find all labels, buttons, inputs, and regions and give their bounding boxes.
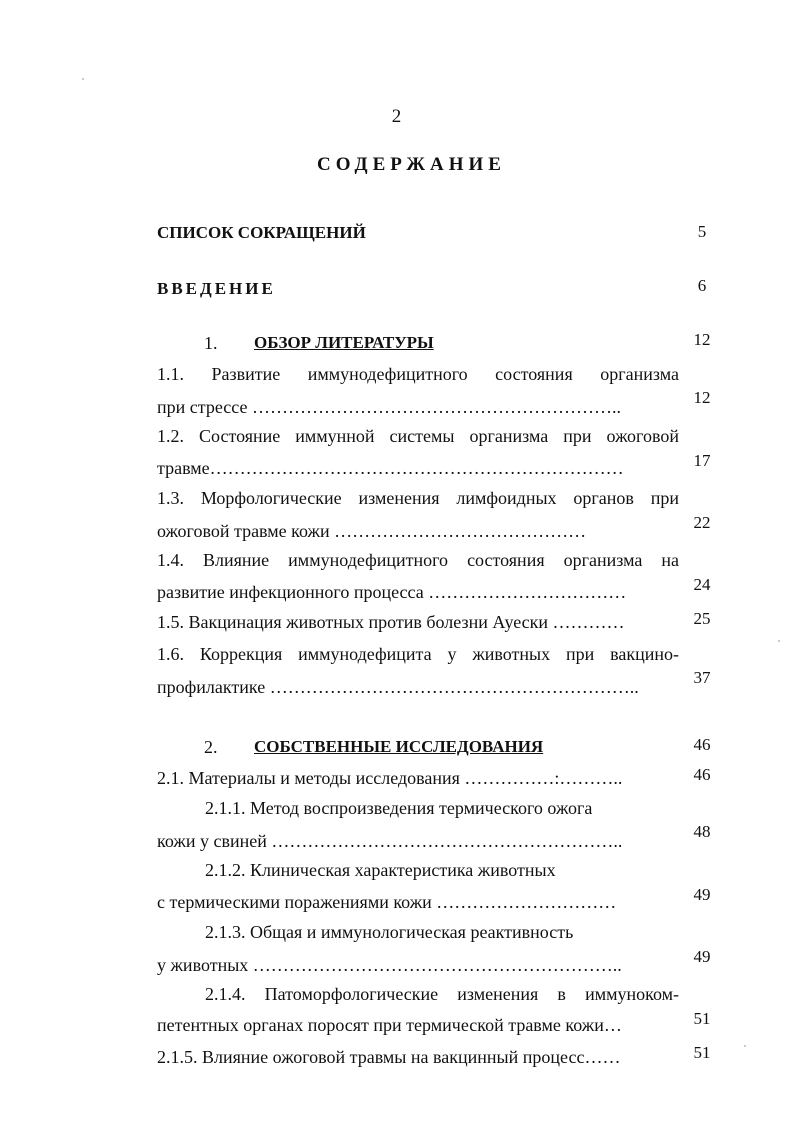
toc-entry-page: 51 [693,1009,711,1028]
chapter-number: 1. [204,333,218,353]
toc-entry-line1: 1.2. Состояние иммунной системы организма при ожоговой [157,426,679,446]
toc-entry-line1: 2.1.2. Клиническая характеристика животных [205,860,556,880]
scan-speck [82,78,84,80]
toc-entry-page: 51 [693,1043,711,1062]
chapter-title: СОБСТВЕННЫЕ ИССЛЕДОВАНИЯ [254,737,544,756]
toc-entry-text: 2.1. Материалы и методы исследования ……………:……….. [157,768,623,788]
toc-entry-line2: развитие инфекционного процесса …………………………… [157,582,627,602]
toc-entry-line1: 2.1.1. Метод воспроизведения термического ожога [205,798,593,818]
toc-entry-line2: кожи у свиней ………………………………………………….. [157,831,623,851]
toc-entry-text: 1.5. Вакцинация животных против болезни Ауески ………… [157,612,625,632]
toc-entry-page: 46 [693,765,711,784]
page-number: 2 [391,106,402,127]
chapter-title: ОБЗОР ЛИТЕРАТУРЫ [254,333,434,352]
toc-entry-text: СПИСОК СОКРАЩЕНИЙ [157,223,366,242]
toc-entry-page: 12 [693,330,711,349]
toc-entry-page: 24 [693,575,711,594]
toc-entry-page: 25 [693,609,711,628]
toc-entry-text: 2.1.5. Влияние ожоговой травмы на вакцинный процесс…… [157,1047,621,1067]
toc-entry-line2: травме…………………………………………………………… [157,458,624,478]
toc-entry-line1: 1.6. Коррекция иммунодефицита у животных при вакцино- [157,644,679,664]
toc-entry-page: 49 [693,885,711,904]
toc-entry-line1: 2.1.4. Патоморфологические изменения в иммуноком- [205,984,679,1004]
toc-entry-line2: при стрессе …………………………………………………….. [157,397,621,417]
scan-speck [778,640,780,642]
toc-entry-page: 22 [693,513,711,532]
toc-entry-text: ВВЕДЕНИЕ [157,279,276,298]
toc-entry-line2: с термическими поражениями кожи ………………………… [157,892,617,912]
toc-entry-line2: петентных органах поросят при термической травме кожи… [157,1015,622,1035]
toc-entry-page: 49 [693,947,711,966]
toc-entry-page: 6 [697,276,707,295]
chapter-number: 2. [204,737,218,757]
toc-entry-page: 12 [693,388,711,407]
toc-entry-line2: у животных …………………………………………………….. [157,955,622,975]
scan-speck [744,1045,746,1047]
toc-entry-line1: 1.3. Морфологические изменения лимфоидных органов при [157,488,679,508]
toc-entry-page: 48 [693,822,711,841]
toc-entry-line1: 2.1.3. Общая и иммунологическая реактивность [205,922,574,942]
toc-entry-line1: 1.1. Развитие иммунодефицитного состояния организма [157,364,679,384]
toc-entry-page: 37 [693,668,711,687]
toc-entry-line2: ожоговой травме кожи …………………………………… [157,521,587,541]
toc-entry-line1: 1.4. Влияние иммунодефицитного состояния организма на [157,550,679,570]
toc-entry-page: 17 [693,451,711,470]
toc-entry-page: 46 [693,735,711,754]
toc-entry-page: 5 [697,222,707,241]
document-title: СОДЕРЖАНИЕ [317,154,506,175]
toc-entry-line2: профилактике …………………………………………………….. [157,677,639,697]
